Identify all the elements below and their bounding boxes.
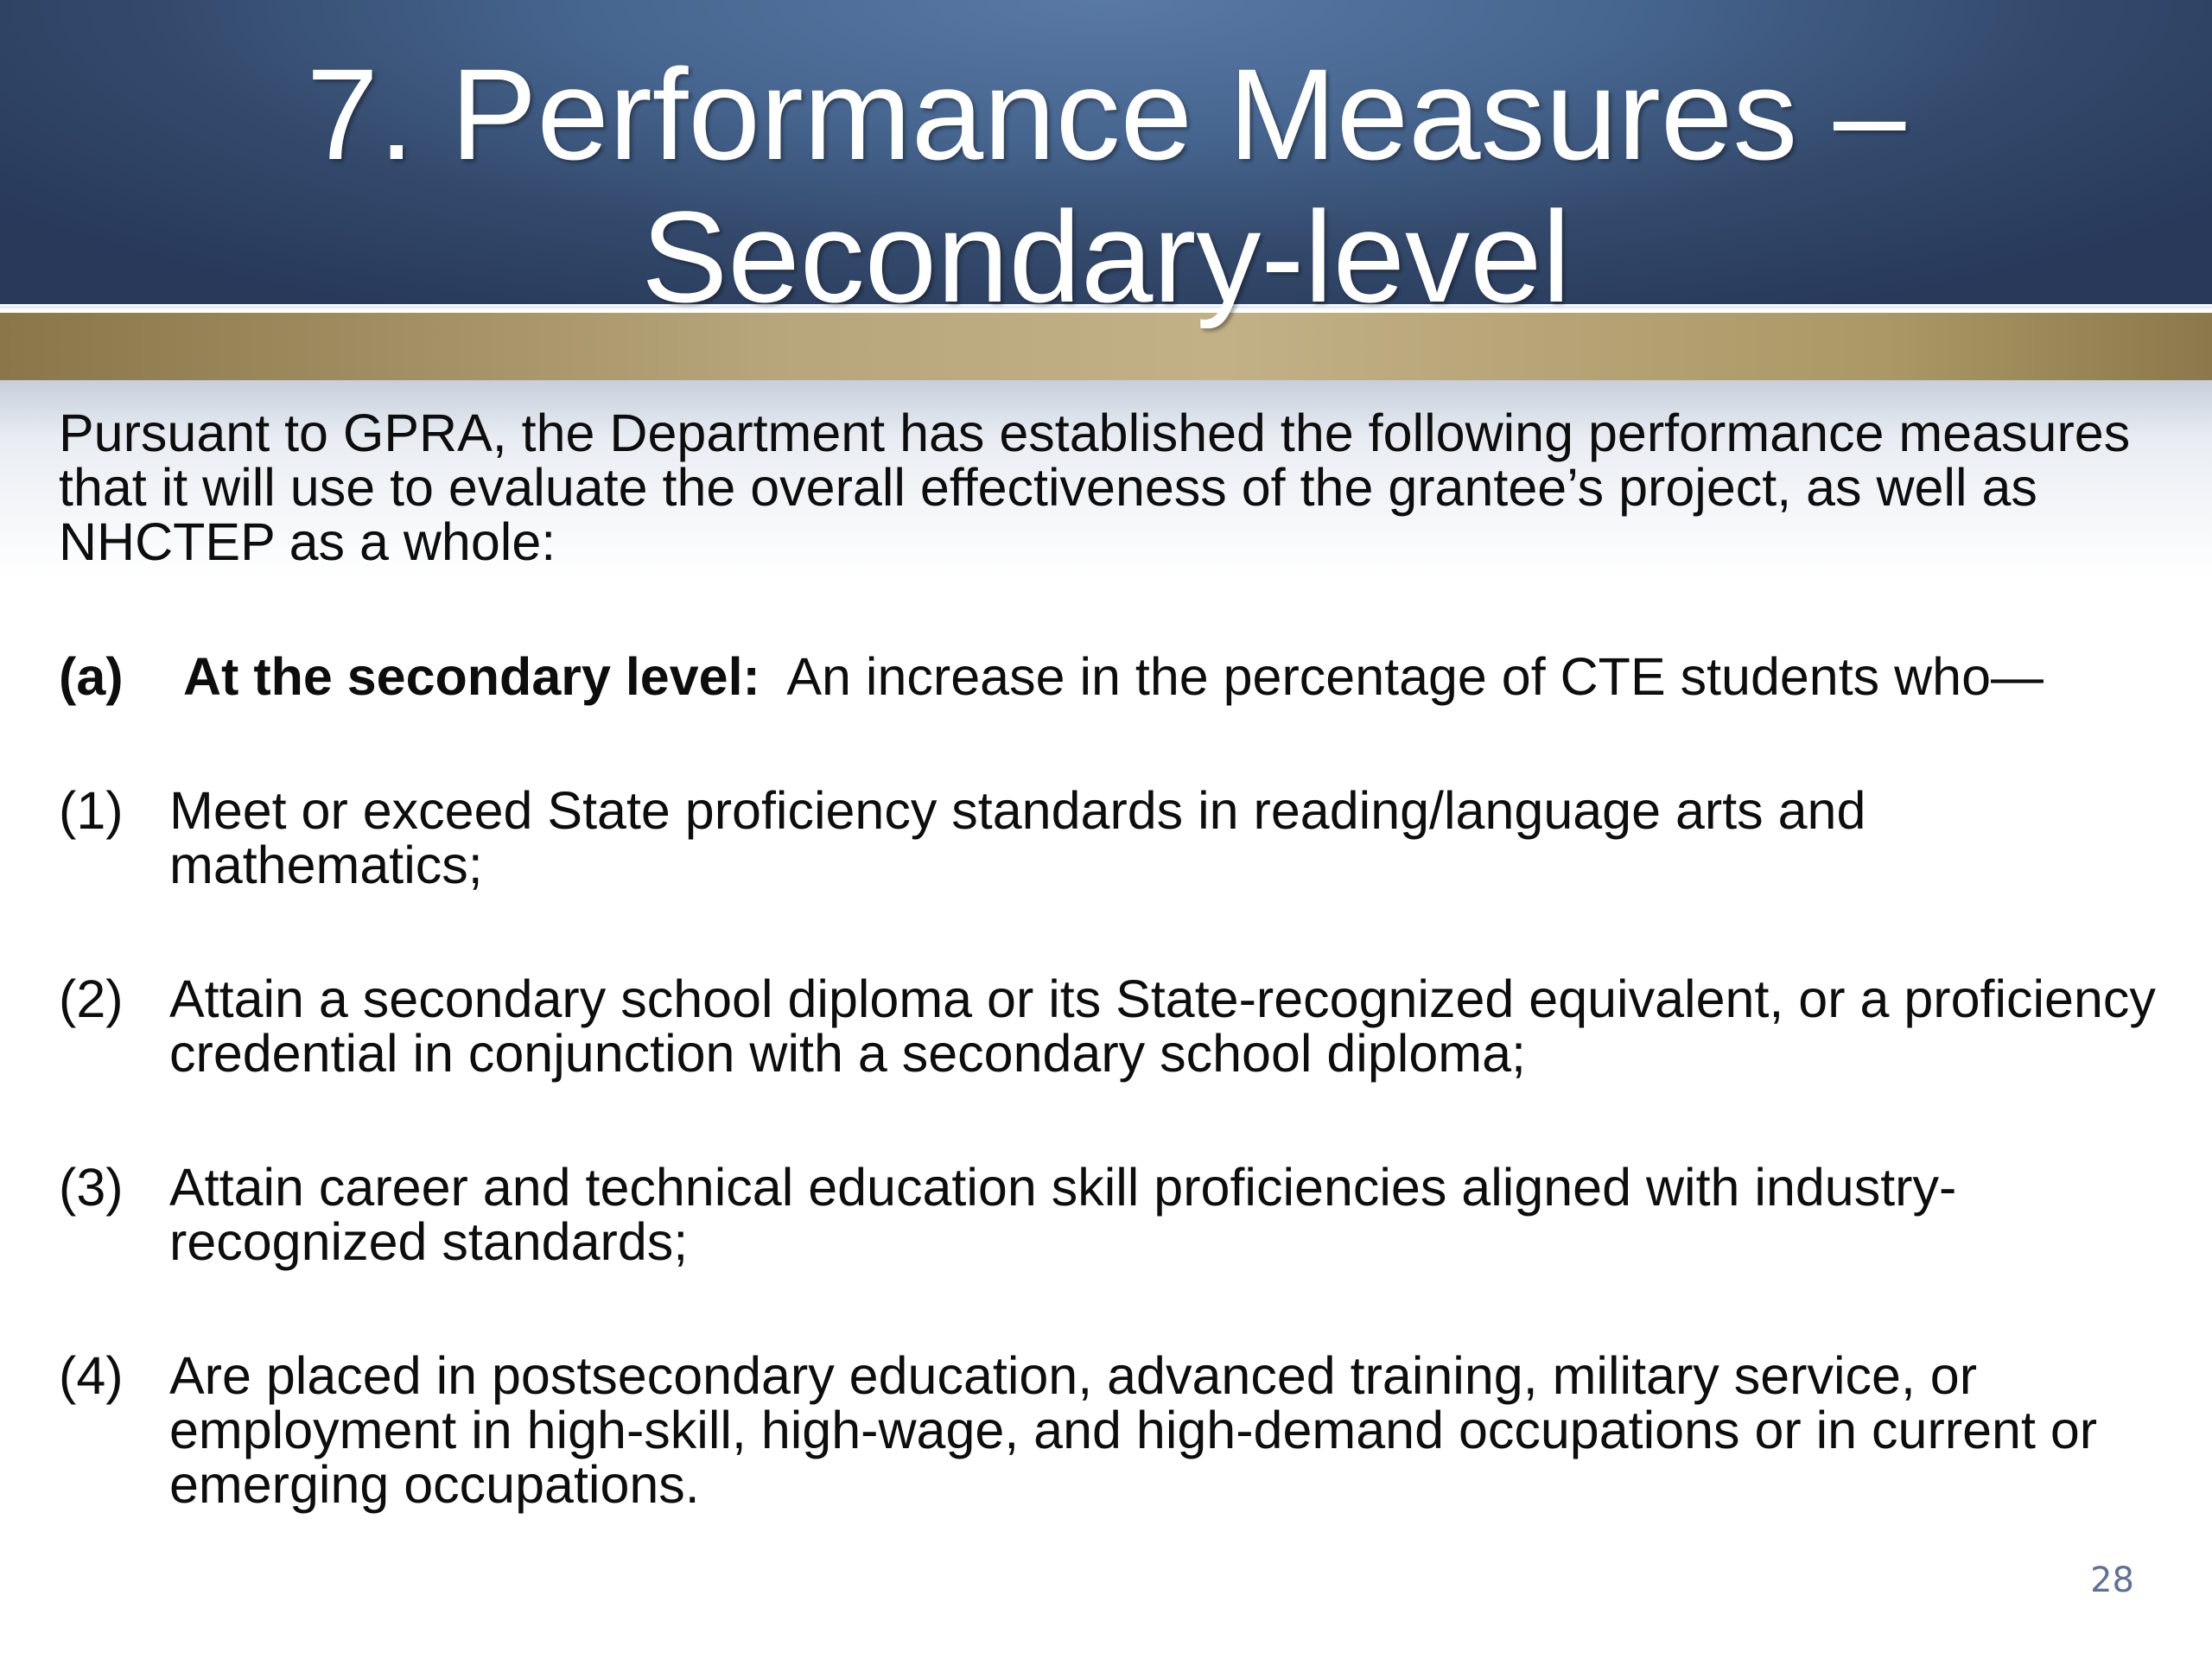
slide-title-line-2: Secondary-level (641, 184, 1571, 329)
measure-a (59, 647, 2167, 706)
intro-paragraph: Pursuant to GPRA, the Department has established the following performance measures that it will use to evaluate the overall effectiveness of the grantee’s project, as well as NHCTEP as a whole: (59, 404, 2131, 571)
measure-item (59, 781, 2167, 894)
measure-a-text (183, 647, 2067, 706)
measure-item-text: Attain a secondary school diploma or its State-recognized equivalent, or a proficiency credential in conjunction with a secondary school diploma; (169, 969, 2156, 1083)
measure-item-label: (3) (59, 1158, 124, 1217)
measure-item-label: (4) (59, 1346, 124, 1405)
measure-item (59, 1160, 2167, 1269)
slide-body (59, 406, 2167, 1512)
measure-item-label: (2) (59, 969, 124, 1028)
measure-a-body: An increase in the percentage of CTE students who— (786, 647, 2044, 706)
measure-a-lead: At the secondary level: (183, 647, 760, 706)
measure-item-text: Are placed in postsecondary education, advanced training, military service, or employment in high-skill, high-wage, and high-demand occupations or in current or emerging occupations. (169, 1346, 2098, 1514)
slide-title-line-1: 7. Performance Measures – (306, 41, 1906, 187)
page-number: 28 (2090, 1560, 2134, 1600)
measure-a-label: (a) (59, 647, 124, 706)
measure-item (59, 1346, 2167, 1514)
measure-item-text: Attain career and technical education skill proficiencies aligned with industry-recognized standards; (169, 1158, 1957, 1271)
slide-title (0, 41, 2212, 329)
measure-item-text: Meet or exceed State proficiency standards in reading/language arts and mathematics; (169, 781, 1866, 894)
measure-item-label: (1) (59, 781, 124, 840)
measure-item (59, 969, 2167, 1083)
